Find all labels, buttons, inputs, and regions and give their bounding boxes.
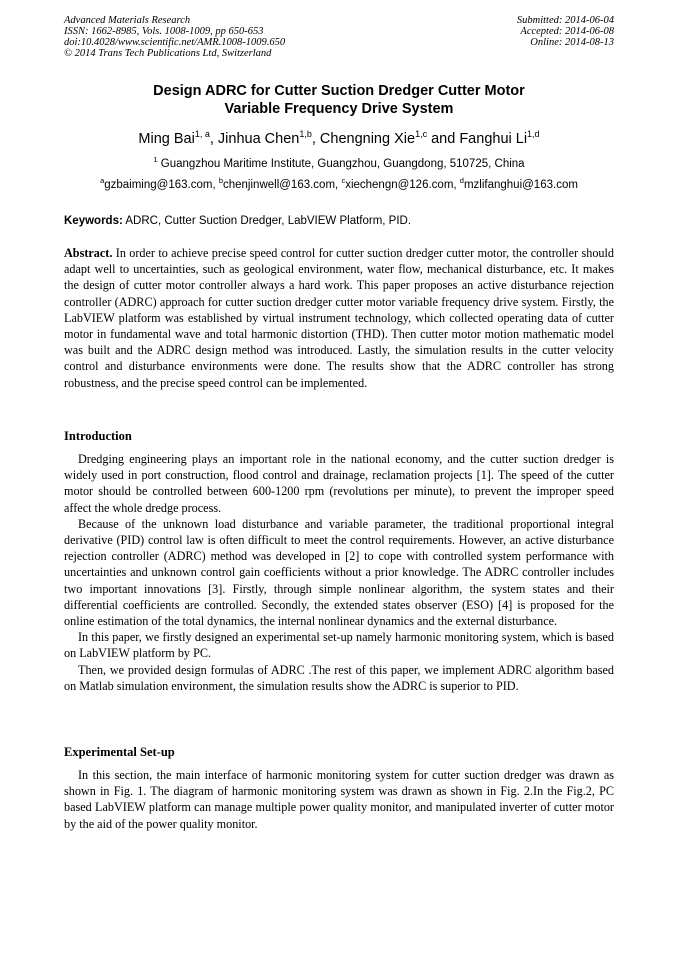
email-address: gzbaiming@163.com: [104, 179, 213, 191]
email-mark: b: [218, 176, 223, 186]
experimental-heading: Experimental Set-up: [64, 745, 175, 759]
paragraph: Dredging engineering plays an important role in the national economy, and the cutter suction dredger is widely used in port construction, flood control and drainage, reclamation projects [1]. The speed of the cutter motor should be controlled between 600-1200 rpm (revolutions per minute), to prevent the improper speed affect the whole dredge process.: [64, 452, 614, 515]
author-name: Jinhua Chen: [217, 131, 300, 147]
author-affiliation-mark: 1, a: [194, 129, 210, 140]
experimental-section: [64, 767, 614, 832]
author-separator: ,: [311, 131, 320, 147]
affiliation: [64, 157, 614, 171]
author-list: [64, 130, 614, 148]
email-list: [64, 178, 614, 192]
abstract: [64, 245, 614, 391]
author-affiliation-mark: 1,b: [299, 129, 312, 140]
submitted-date: Submitted: 2014-06-04: [516, 15, 614, 26]
introduction-heading: Introduction: [64, 429, 132, 443]
author-name: Ming Bai: [138, 131, 195, 147]
author-name: Fanghui Li: [459, 131, 528, 147]
accepted-date: Accepted: 2014-06-08: [520, 26, 614, 37]
email-separator: ,: [453, 179, 460, 191]
email-address: mzlifanghui@163.com: [463, 179, 578, 191]
online-date: Online: 2014-08-13: [530, 37, 614, 48]
affiliation-text: Guangzhou Maritime Institute, Guangzhou, Guangdong, 510725, China: [157, 158, 525, 170]
journal-name: Advanced Materials Research: [64, 15, 191, 26]
title-line-1: Design ADRC for Cutter Suction Dredger Cutter Motor: [153, 83, 525, 99]
email-mark: c: [341, 176, 346, 186]
author-separator: ,: [209, 131, 218, 147]
email-separator: ,: [335, 179, 342, 191]
email-mark: a: [100, 176, 105, 186]
publication-dates: [517, 15, 614, 48]
journal-copyright: © 2014 Trans Tech Publications Ltd, Switzerland: [64, 48, 272, 59]
keywords: [64, 214, 614, 228]
author-separator: and: [427, 131, 460, 147]
keywords-label: Keywords:: [64, 215, 123, 227]
email-address: chenjinwell@163.com: [223, 179, 336, 191]
author-affiliation-mark: 1,c: [415, 129, 428, 140]
paragraph: Then, we provided design formulas of ADRC .The rest of this paper, we implement ADRC algorithm based on Matlab simulation environment, the simulation results show the ADRC is superior to PID.: [64, 662, 614, 693]
email-mark: d: [459, 176, 464, 186]
author-affiliation-mark: 1,d: [527, 129, 540, 140]
paper-title: [64, 82, 614, 118]
title-line-2: Variable Frequency Drive System: [224, 101, 454, 117]
email-separator: ,: [212, 179, 219, 191]
abstract-text: In order to achieve precise speed control for cutter suction dredger cutter motor, the controller should adapt well to uncertainties, such as geological environment, water flow, mechanical disturbance, etc. It makes the design of cutter motor controller always a hard work. This paper proposes an active disturbance rejection controller (ADRC) approach for cutter suction dredger cutter motor variable frequency drive system. Firstly, the LabVIEW platform was established by virtual instrument technology, which collected operating data of cutter motor in fundamental wave and total harmonic distortion (THD). Then cutter motor motion mathematic model was built and the ADRC design method was introduced. Lastly, the simulation results in the cutter velocity control and disturbance environments were done. The results show that the ADRC controller has strong robustness, and the precise speed control can be implemented.: [64, 246, 614, 390]
introduction-section: [64, 451, 614, 694]
journal-doi: doi:10.4028/www.scientific.net/AMR.1008-1009.650: [64, 37, 286, 48]
abstract-label: Abstract.: [64, 246, 113, 260]
journal-issn: ISSN: 1662-8985, Vols. 1008-1009, pp 650-653: [64, 26, 264, 37]
paragraph: In this section, the main interface of harmonic monitoring system for cutter suction dredger was drawn as shown in Fig. 1. The diagram of harmonic monitoring system was drawn as shown in Fig. 2.In the Fig.2, PC based LabVIEW platform can manage multiple power quality monitor, and manipulated inverter of cutter motor by the aid of the power quality monitor.: [64, 768, 614, 831]
journal-info: [64, 15, 285, 59]
paragraph: Because of the unknown load disturbance and variable parameter, the traditional proportional integral derivative (PID) control law is often difficult to meet the control requirements. However, an active disturbance rejection controller (ADRC) method was developed in [2] to cope with controlled system performance with uncertainties and unknown control gain coefficients without a prior knowledge. The ADRC controller includes two important innovations [3]. Firstly, through simple nonlinear algorithm, the system states and their differential coefficients are controlled. Secondly, the extended states observer (ESO) [4] is proposed for the online estimation of the total dynamics, the internal nonlinear dynamics and the external disturbance.: [64, 516, 614, 629]
paragraph: In this paper, we firstly designed an experimental set-up namely harmonic monitoring system, which is based on LabVIEW platform by PC.: [64, 630, 614, 661]
author-name: Chengning Xie: [319, 131, 416, 147]
affiliation-mark: 1: [153, 155, 158, 165]
keywords-text: ADRC, Cutter Suction Dredger, LabVIEW Platform, PID.: [122, 215, 412, 227]
email-address: xiechengn@126.com: [345, 179, 454, 191]
